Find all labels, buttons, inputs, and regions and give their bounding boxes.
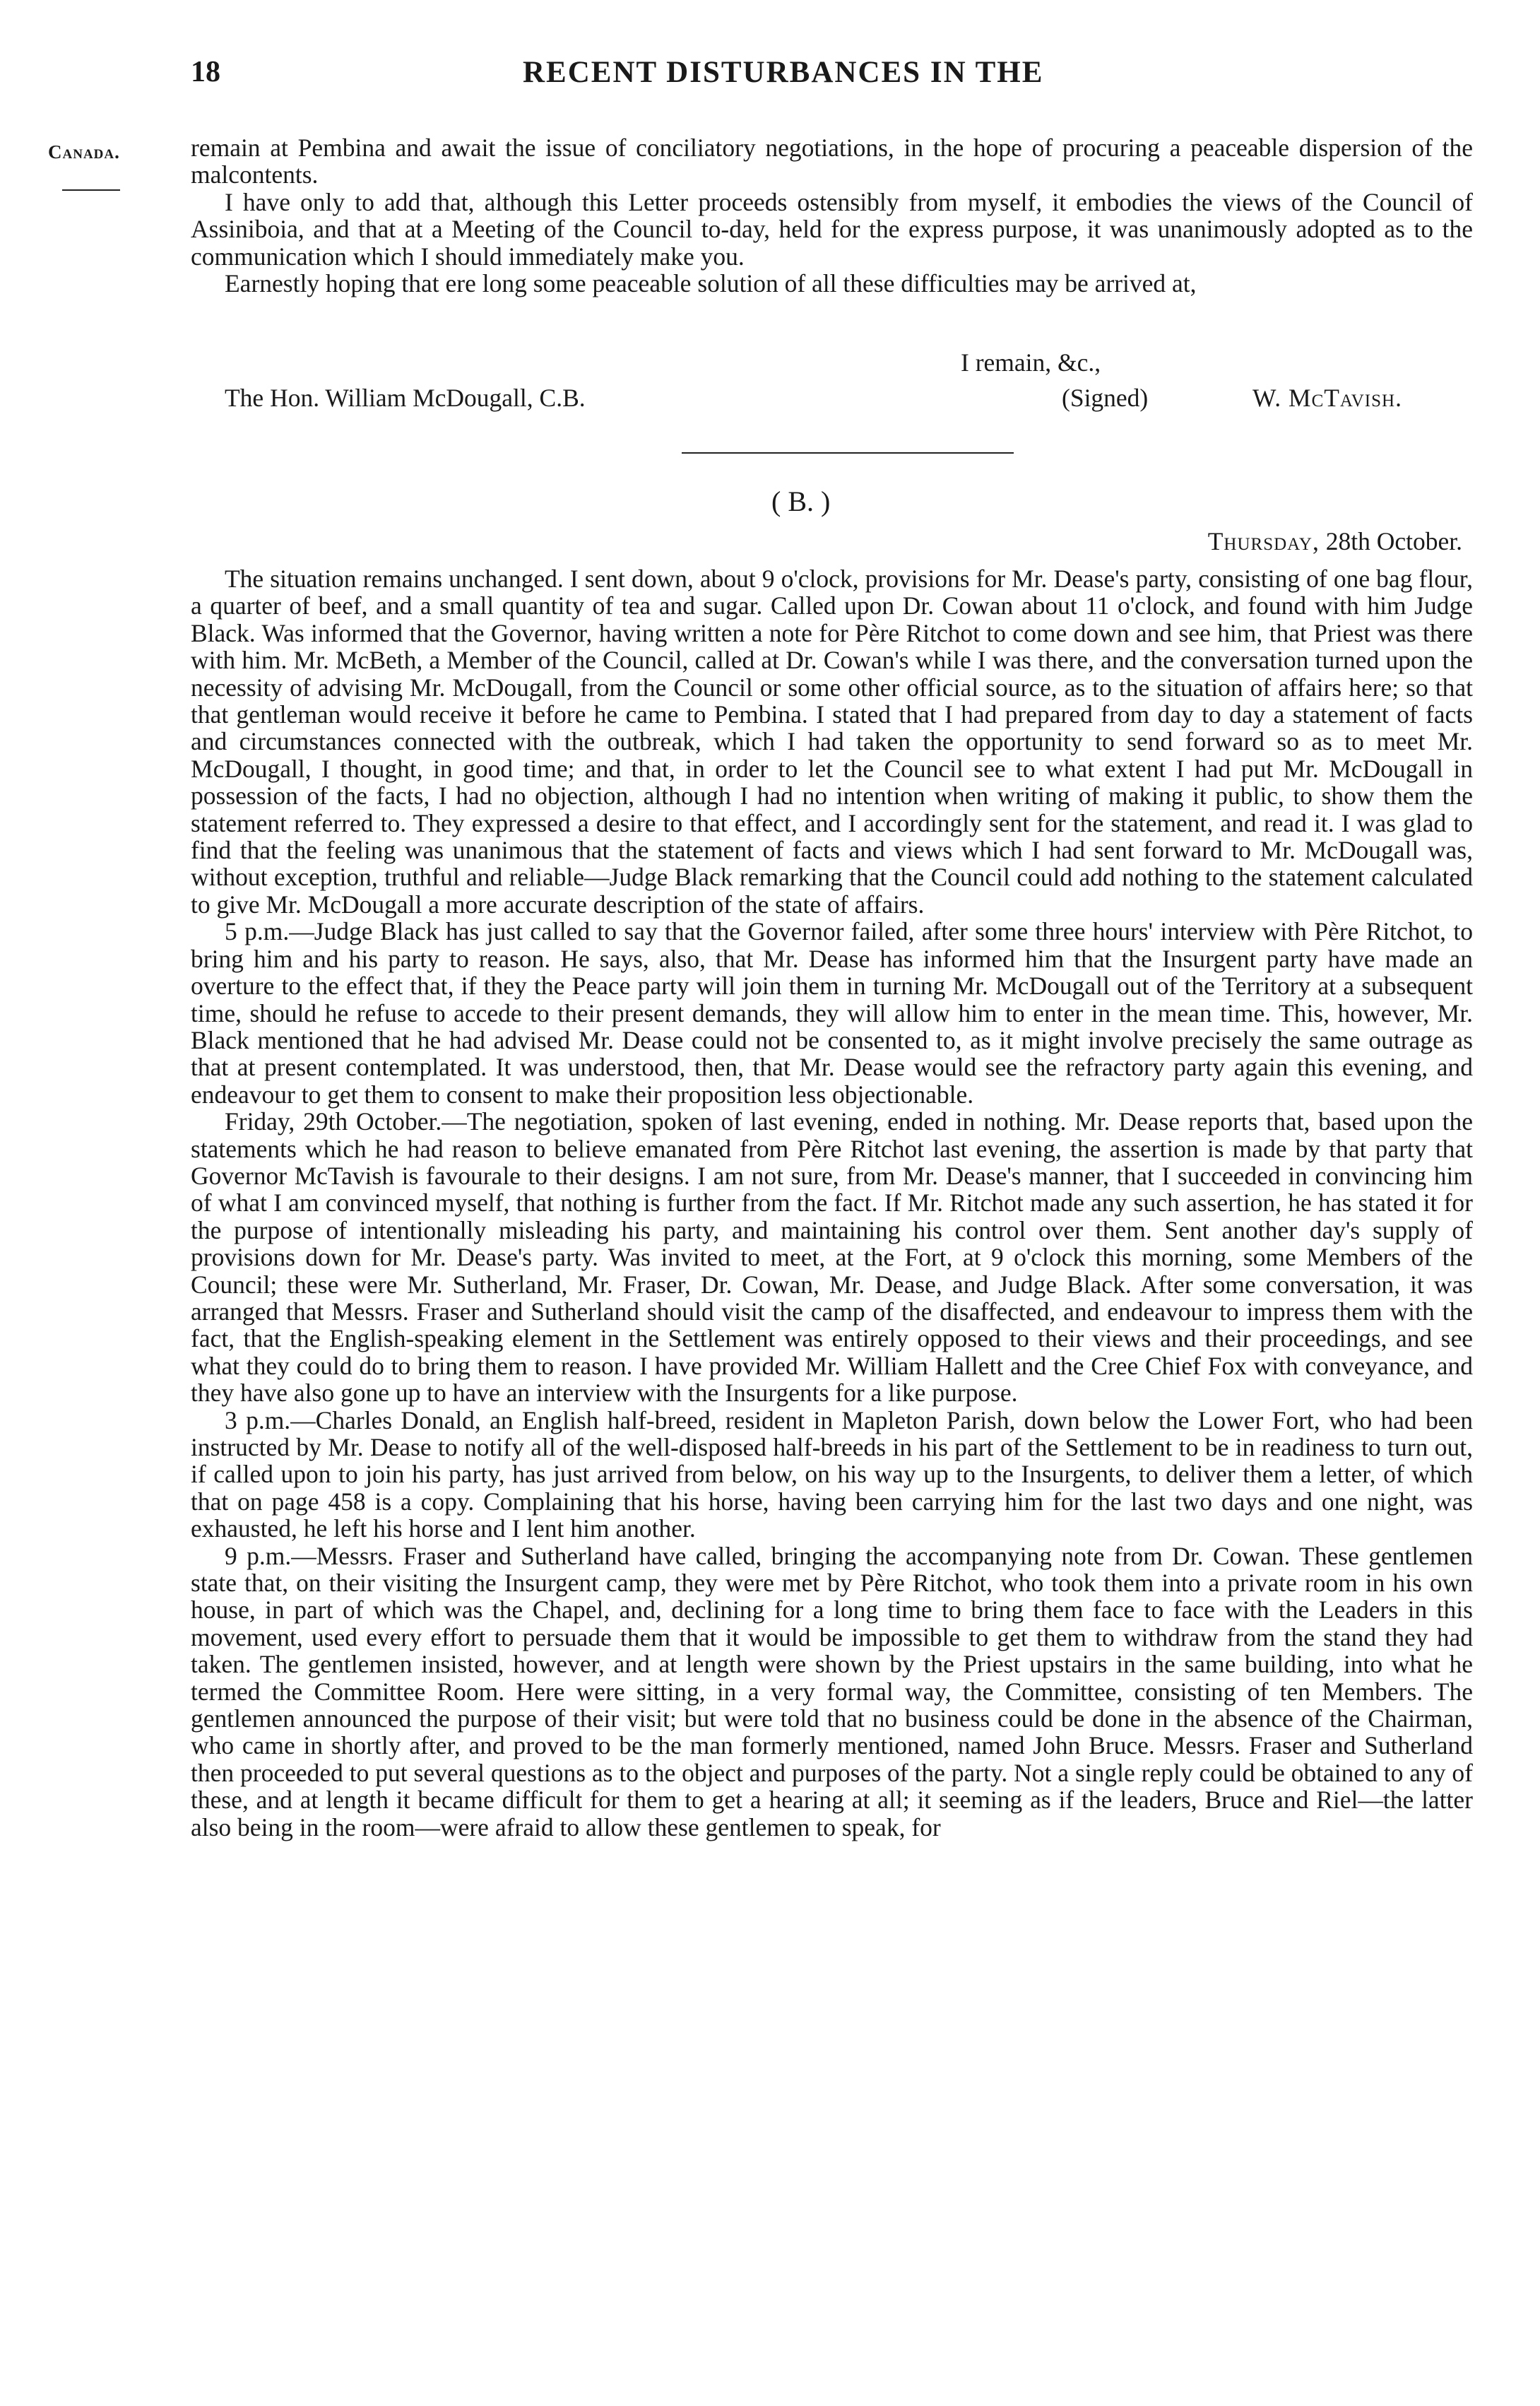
journal-paragraph: Friday, 29th October.—The negotiation, spoken of last evening, ended in nothing. Mr. Dease reports that, based upon the statements which he had reason to believe emanated from Père Ritchot last evening, the assertion is made by that party that Governor McTavish is favourale to their designs. I am not sure, from Mr. Dease's manner, that I succeeded in convincing him of what I am convinced myself, that nothing is further from the fact. If Mr. Ritchot made any such assertion, he has stated it for the purpose of intentionally misleading his party, and maintaining his control over them. Sent another day's supply of provisions down for Mr. Dease's party. Was invited to meet, at the Fort, at 9 o'clock this morning, some Members of the Council; these were Mr. Sutherland, Mr. Fraser, Dr. Cowan, Mr. Dease, and Judge Black. After some conversation, it was arranged that Messrs. Fraser and Sutherland should visit the camp of the disaffected, and endeavour to impress them with the fact, that the English-speaking element in the Settlement was entirely opposed to their views and their proceedings, and see what they could do to bring them to reason. I have provided Mr. William Hallett and the Cree Chief Fox with conveyance, and they have also gone up to have an interview with the Insurgents for a like purpose. <box>191 1107 1473 1408</box>
journal-paragraph: 9 p.m.—Messrs. Fraser and Sutherland have called, bringing the accompanying note from Dr. Cowan. These gentlemen state that, on their visiting the Insurgent camp, they were met by Père Ritchot, who took them into a private room in his own house, in part of which was the Chapel, and, declining for a long time to bring them face to face with the Leaders in this movement, used every effort to persuade them that it would be impossible to get them to withdraw from the stand they had taken. The gentlemen insisted, however, and at length were shown by the Priest upstairs in the same building, into what he termed the Committee Room. Here were sitting, in a very formal way, the Committee, consisting of ten Members. The gentlemen announced the purpose of their visit; but were told that no business could be done in the absence of the Chairman, who came in shortly after, and proved to be the man formerly mentioned, named John Bruce. Messrs. Fraser and Sutherland then proceeded to put several questions as to the object and purposes of the party. Not a single reply could be obtained to any of these, and at length it became difficult for them to get a hearing at all; it seeming as if the leaders, Bruce and Riel—the latter also being in the room—were afraid to allow these gentlemen to speak, for <box>191 1541 1473 1841</box>
running-head: RECENT DISTURBANCES IN THE <box>523 56 1044 89</box>
letter-paragraph: I have only to add that, although this Letter proceeds ostensibly from myself, it embodies the views of the Council of Assiniboia, and that at a Meeting of the Council to-day, held for the express purpose, it was unanimously adopted as to the communication which I should immediately make you. <box>191 187 1473 271</box>
margin-note: Canada. <box>48 141 120 163</box>
letter-body <box>191 134 1473 297</box>
margin-rule <box>62 189 120 191</box>
letter-signer: W. McTavish. <box>1252 384 1402 412</box>
page-header <box>191 55 1476 98</box>
journal-body <box>191 565 1473 1841</box>
letter-addressee: The Hon. William McDougall, C.B. <box>225 384 586 412</box>
journal-paragraph: 3 p.m.—Charles Donald, an English half-breed, resident in Mapleton Parish, down below the Lower Fort, who had been instructed by Mr. Dease to notify all of the well-disposed half-breeds in his part of the Settlement to be in readiness to turn out, if called upon to join his party, has just arrived from below, on his way up to the Insurgents, to deliver them a letter, of which that on page 458 is a copy. Complaining that his horse, having been carrying him for the last two days and one night, was exhausted, he left his horse and I lent him another. <box>191 1405 1473 1543</box>
section-label: ( B. ) <box>771 485 831 517</box>
letter-paragraph: Earnestly hoping that ere long some peaceable solution of all these difficulties may be arrived at, <box>225 269 1197 298</box>
dateline-date: 28th October. <box>1325 527 1462 555</box>
dateline-day: Thursday, <box>1207 527 1320 555</box>
signature-row <box>225 383 1475 415</box>
journal-paragraph: The situation remains unchanged. I sent down, about 9 o'clock, provisions for Mr. Dease's party, consisting of one bag flour, a quarter of beef, and a small quantity of tea and sugar. Called upon Dr. Cowan about 11 o'clock, and found with him Judge Black. Was informed that the Governor, having written a note for Père Ritchot to come down and see him, that Priest was there with him. Mr. McBeth, a Member of the Council, called at Dr. Cowan's while I was there, and the conversation turned upon the necessity of advising Mr. McDougall, from the Council or some other official source, as to the situation of affairs here; so that that gentleman would receive it before he came to Pembina. I stated that I had prepared from day to day a statement of facts and circumstances connected with the outbreak, which I had taken the opportunity to send forward so as to meet Mr. McDougall, I thought, in good time; and that, in order to let the Council see to what extent I had put Mr. McDougall in possession of the facts, I had no objection, although I had no intention when writing of making it public, to show them the statement referred to. They expressed a desire to that effect, and I accordingly sent for the statement, and read it. I was glad to find that the feeling was unanimous that the statement of facts and views which I had sent forward to Mr. McDougall was, without exception, truthful and reliable—Judge Black remarking that the Council could add nothing to the statement calculated to give Mr. McDougall a more accurate description of the state of affairs. <box>191 565 1473 919</box>
page-number: 18 <box>191 56 220 88</box>
letter-paragraph: remain at Pembina and await the issue of conciliatory negotiations, in the hope of procuring a peaceable dispersion of the malcontents. <box>191 134 1473 189</box>
letter-closing: I remain, &c., <box>961 348 1101 377</box>
signed-label: (Signed) <box>1062 384 1149 412</box>
journal-paragraph: 5 p.m.—Judge Black has just called to say that the Governor failed, after some three hours' interview with Père Ritchot, to bring him and his party to reason. He says, also, that Mr. Dease has informed him that the Insurgent party have made an overture to the effect that, if they the Peace party will join them in turning Mr. McDougall out of the Territory at a subsequent time, should he refuse to accede to their present demands, they will allow him to enter in the mean time. This, however, Mr. Black mentioned that he had advised Mr. Dease could not be consented to, as it might involve precisely the same outrage as that at present contemplated. It was understood, then, that Mr. Dease would see the refractory party again this evening, and endeavour to get them to consent to make their proposition less objectionable. <box>191 917 1473 1109</box>
dateline <box>1208 526 1462 556</box>
section-divider <box>682 452 1014 454</box>
